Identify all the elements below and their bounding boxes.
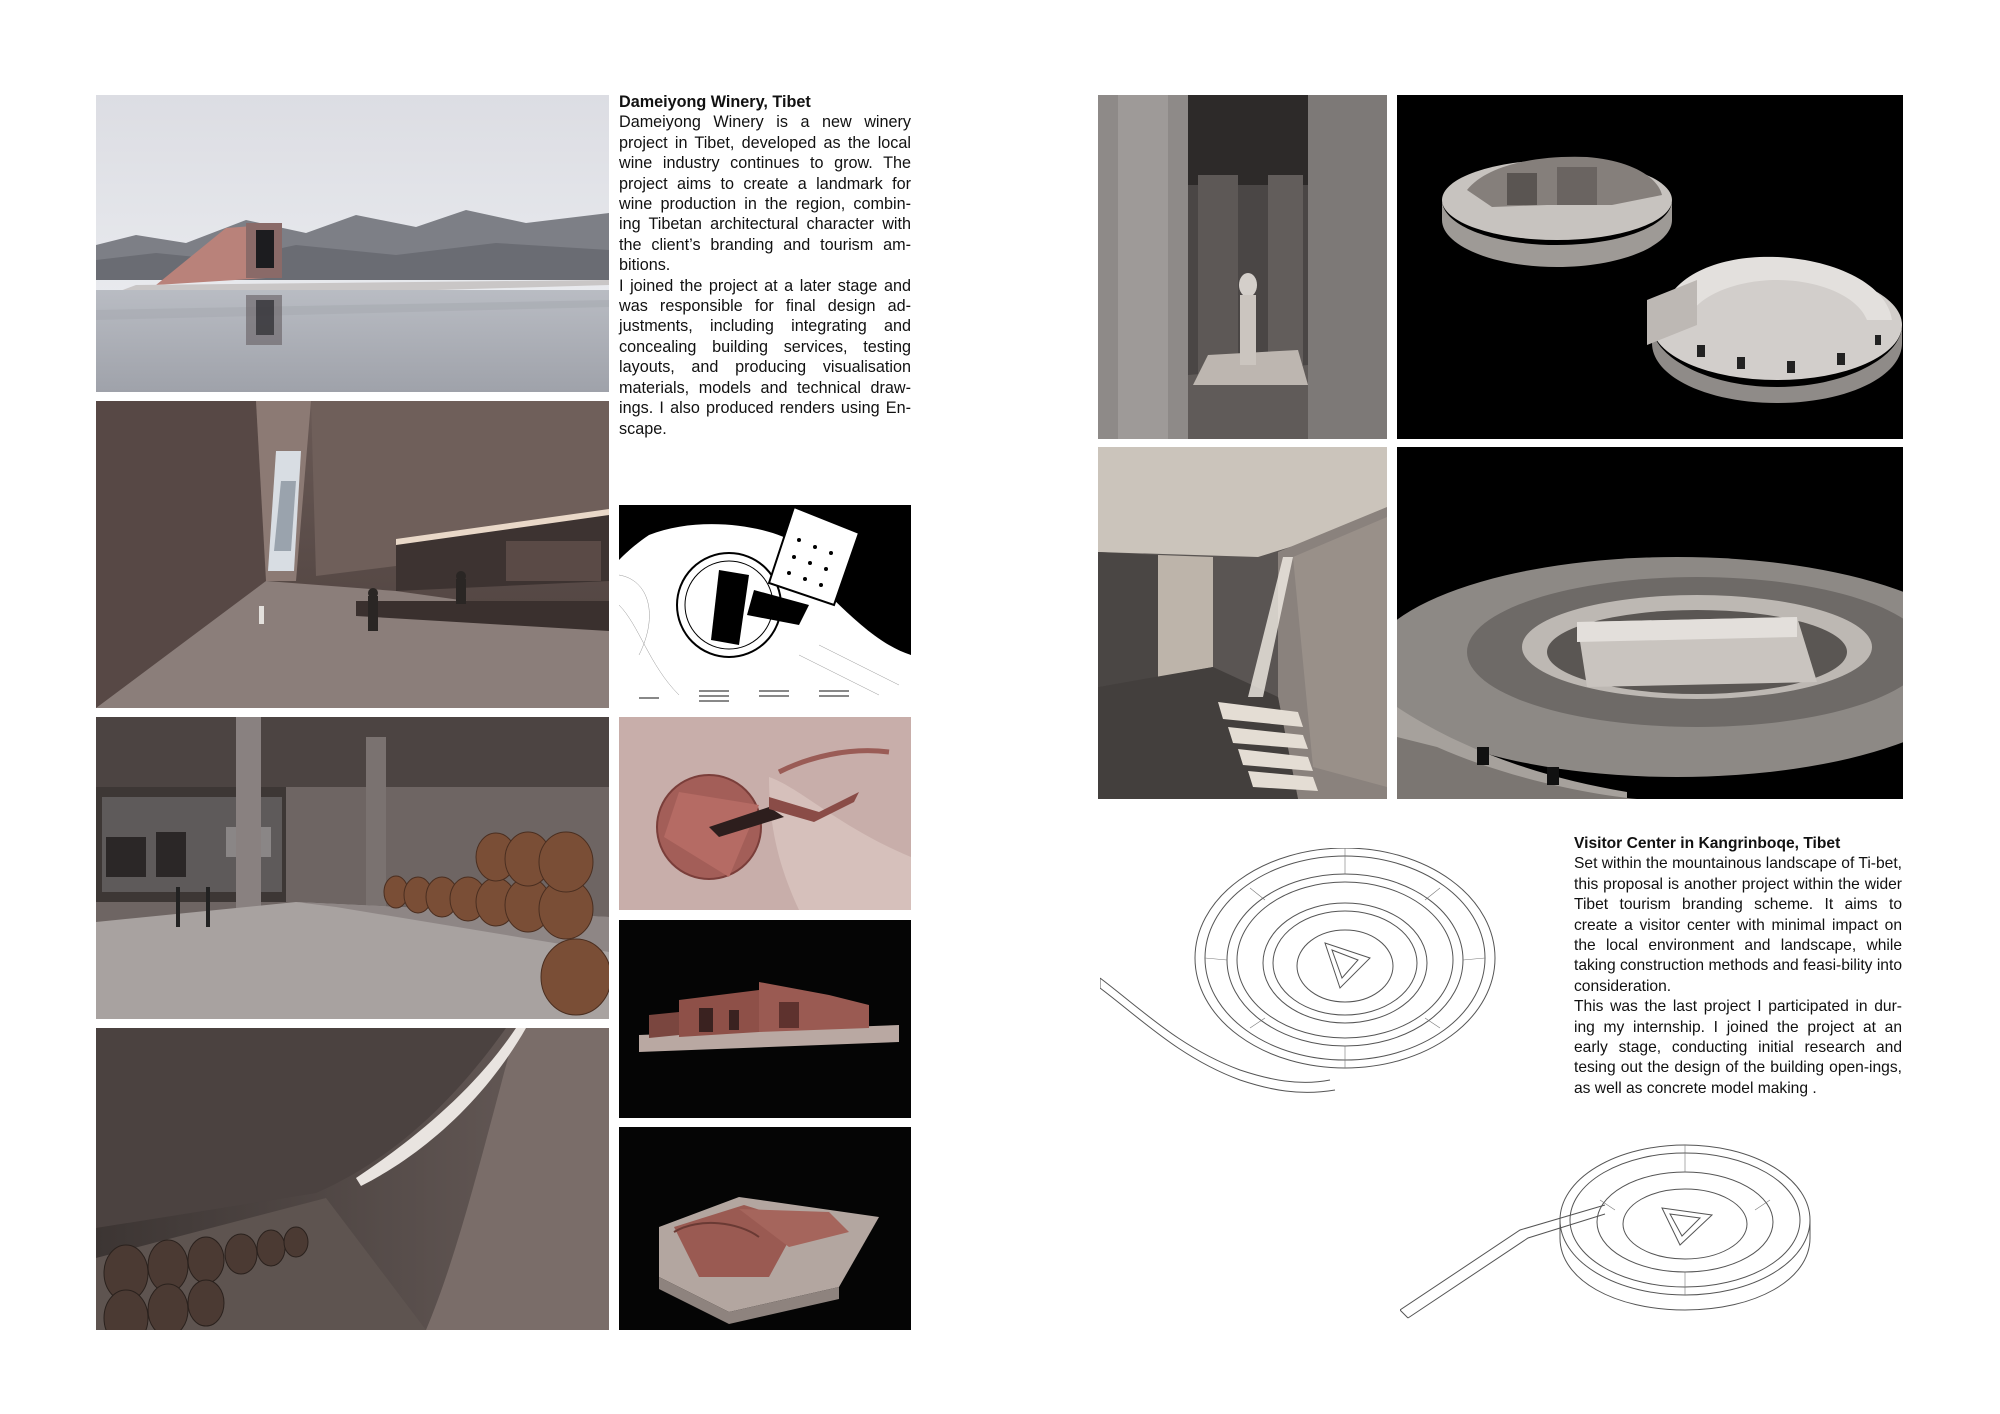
site-model-photo-icon <box>619 1127 911 1330</box>
interior-columns-image <box>1098 95 1387 439</box>
concrete-model-closeup-image <box>1397 447 1903 799</box>
concrete-model-pieces-image <box>1397 95 1903 439</box>
barrel-cellar-render-icon <box>96 717 609 1019</box>
site-model-top-image <box>619 717 911 910</box>
tasting-room-render-icon <box>96 401 609 708</box>
visitor-center-title: Visitor Center in Kangrinboqe, Tibet <box>1574 835 1841 852</box>
visitor-center-paragraph-2: This was the last project I participated in dur-ing my internship. I joined the project at an early stage, conducting initial research and tesing out the design of the building open-ings, as well as concrete model making . <box>1574 998 1902 1097</box>
visitor-center-text-block <box>1574 834 1902 1099</box>
interior-stair-render-icon <box>1098 447 1387 799</box>
site-model-top-view-icon <box>619 717 911 910</box>
winery-title: Dameiyong Winery, Tibet <box>619 93 811 111</box>
winery-paragraph-2: I joined the project at a later stage and was responsible for final design ad-justments, including integrating and concealing building services, testing layouts, and producing visualisation materials, models and technical draw-ings. I also produced renders using En-scape. <box>619 276 911 438</box>
concrete-model-pieces-icon <box>1397 95 1903 439</box>
winery-paragraph-1: Dameiyong Winery is a new winery project in Tibet, developed as the local wine industry continues to grow. The project aims to create a landmark for wine production in the region, combin-ing Tibetan architectural character with the client’s branding and tourism am-bitions. <box>619 113 911 275</box>
visitor-center-paragraph-1: Set within the mountainous landscape of Ti-bet, this proposal is another project within the wider Tibet tourism branding scheme. It aims to create a visitor center with minimal impact on the local environment and landscape, while taking construction methods and feasi-bility into consideration. <box>1574 855 1902 995</box>
axonometric-drawing-small-icon <box>1400 1130 1820 1330</box>
tunnel-cellar-image <box>96 1028 609 1330</box>
axonometric-small-image <box>1400 1130 1820 1330</box>
concrete-model-closeup-icon <box>1397 447 1903 799</box>
curved-tunnel-cellar-render-icon <box>96 1028 609 1330</box>
axonometric-large-image <box>1100 848 1510 1100</box>
section-model-photo-icon <box>619 920 911 1118</box>
tasting-room-image <box>96 401 609 708</box>
site-plan-drawing-icon <box>619 505 911 711</box>
axonometric-drawing-large-icon <box>1100 848 1510 1100</box>
interior-render-columns-icon <box>1098 95 1387 439</box>
site-model-image <box>619 1127 911 1330</box>
section-model-image <box>619 920 911 1118</box>
exterior-render-image <box>96 95 609 392</box>
site-plan-image <box>619 505 911 711</box>
winery-text-block <box>619 92 911 439</box>
exterior-reflecting-pool-render-icon <box>96 95 609 392</box>
barrel-cellar-image <box>96 717 609 1019</box>
interior-stair-image <box>1098 447 1387 799</box>
